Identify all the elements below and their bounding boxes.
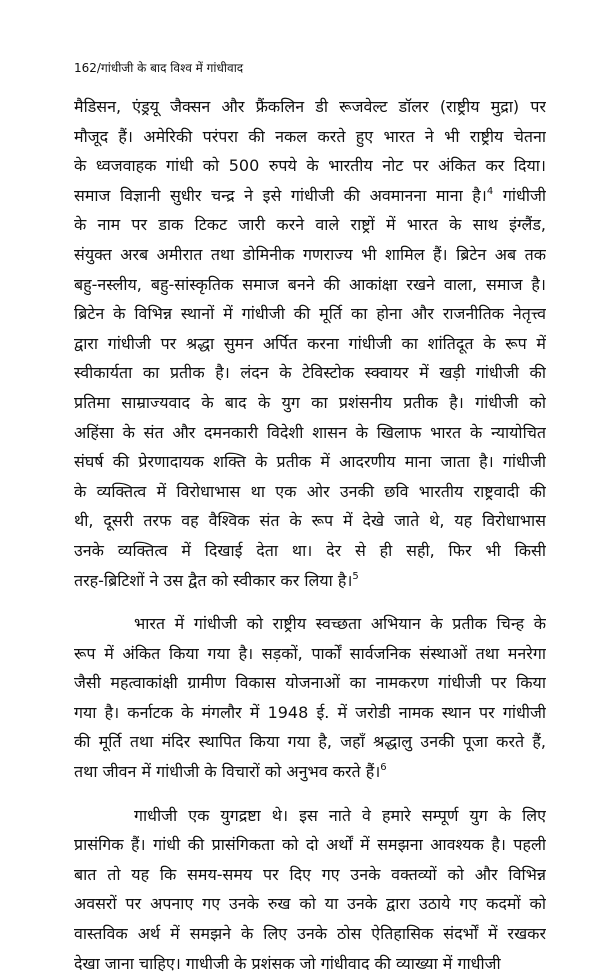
text-line: अहिंसा के संत और दमनकारी विदेशी शासन के खिलाफ भारत के न्यायोचित bbox=[74, 422, 546, 442]
text-line: जैसी महत्वाकांक्षी ग्रामीण विकास योजनाओं का नामकरण गांधीजी पर किया bbox=[74, 673, 546, 693]
text-line: गया है। कर्नाटक के मंगलौर में 1948 ई. में जरोडी नामक स्थान पर गांधीजी bbox=[74, 702, 546, 722]
text-line: संयुक्त अरब अमीरात तथा डोमिनीक गणराज्य भी शामिल हैं। ब्रिटेन अब तक bbox=[74, 244, 546, 264]
text-line: के ध्वजवाहक गांधी को 500 रुपये के भारतीय नोट पर अंकित कर दिया। bbox=[74, 156, 546, 176]
paragraph-gap bbox=[74, 787, 546, 801]
text-line: की मूर्ति तथा मंदिर स्थापित किया गया है, जहाँ श्रद्धालु उनकी पूजा करते हैं, bbox=[74, 732, 546, 752]
text-line: मैडिसन, एंड्रयू जैक्सन और फ्रैंकलिन डी रूजवेल्ट डॉलर (राष्ट्रीय मुद्रा) पर bbox=[74, 97, 546, 116]
text-line: गाधीजी एक युगद्रष्टा थे। इस नाते वे हमारे सम्पूर्ण युग के लिए bbox=[134, 805, 546, 825]
footnote-ref: 6 bbox=[380, 762, 387, 774]
line-text-tail: गांधीजी bbox=[493, 185, 546, 205]
page-number: 162 bbox=[74, 61, 97, 75]
text-line: अवसरों पर अपनाए गए उनके रुख को या उनके द्वारा उठाये गए कदमों को bbox=[74, 894, 546, 914]
text-line: रूप में अंकित किया गया है। सड़कों, पार्कों सार्वजनिक संस्थाओं तथा मनरेगा bbox=[74, 643, 546, 663]
footnote-ref: 5 bbox=[352, 570, 359, 582]
text-line: वास्तविक अर्थ में समझने के लिए उनके ठोस ऐतिहासिक संदर्भों में रखकर bbox=[74, 924, 546, 944]
line-text: तथा जीवन में गांधीजी के विचारों को अनुभव करते हैं। bbox=[74, 762, 381, 782]
text-line: संघर्ष की प्रेरणादायक शक्ति के प्रतीक में आदरणीय माना जाता है। गांधीजी bbox=[74, 452, 546, 472]
paragraph-3 bbox=[74, 801, 546, 978]
text-line: प्रासंगिक हैं। गांधी की प्रासंगिकता को दो अर्थों में समझना आवश्यक है। पहली bbox=[74, 835, 546, 855]
paragraph-gap bbox=[74, 595, 546, 609]
footnote-ref: 4 bbox=[486, 185, 494, 197]
running-title: गांधीजी के बाद विश्व में गांधीवाद bbox=[100, 61, 244, 75]
text-line: थी, दूसरी तरफ वह वैश्विक संत के रूप में देखे जाते थे, यह विरोधाभास bbox=[74, 511, 546, 531]
text-line: के नाम पर डाक टिकट जारी करने वाले राष्ट्रों में भारत के साथ इंग्लैंड, bbox=[74, 215, 546, 235]
text-line: मौजूद हैं। अमेरिकी परंपरा की नकल करते हुए भारत ने भी राष्ट्रीय चेतना bbox=[74, 126, 546, 146]
running-header: 162/गांधीजी के बाद विश्व में गांधीवाद bbox=[74, 61, 244, 75]
text-line: देखा जाना चाहिए। गाधीजी के प्रशंसक जो गांधीवाद की व्याख्या में गाधीजी bbox=[74, 953, 501, 973]
text-line: द्वारा गांधीजी पर श्रद्धा सुमन अर्पित करना गांधीजी का शांतिदूत के रूप में bbox=[74, 333, 546, 353]
text-line bbox=[74, 757, 546, 787]
text-line: ब्रिटेन के विभिन्न स्थानों में गांधीजी की मूर्ति का होना और राजनीतिक नेतृत्त्व bbox=[74, 304, 546, 324]
paragraph-2 bbox=[74, 609, 546, 787]
text-line: के व्यक्तित्व में विरोधाभास था एक ओर उनकी छवि भारतीय राष्ट्रवादी की bbox=[74, 481, 546, 501]
text-line: बात तो यह कि समय-समय पर दिए गए उनके वक्तव्यों को और विभिन्न bbox=[74, 864, 546, 884]
text-line: बहु-नस्लीय, बहु-सांस्कृतिक समाज बनने की आकांक्षा रखने वाला, समाज है। bbox=[74, 274, 546, 294]
text-line: स्वीकार्यता का प्रतीक है। लंदन के टेविस्टोक स्क्वायर में खड़ी गांधीजी की bbox=[74, 363, 546, 383]
line-text: समाज विज्ञानी सुधीर चन्द्र ने इसे गांधीजी की अवमानना माना है। bbox=[74, 185, 487, 205]
text-line: प्रतिमा साम्राज्यवाद के बाद के युग का प्रशंसनीय प्रतीक है। गांधीजी को bbox=[74, 392, 546, 412]
text-line: भारत में गांधीजी को राष्ट्रीय स्वच्छता अभियान के प्रतीक चिन्ह के bbox=[134, 614, 546, 634]
paragraph-1 bbox=[74, 92, 546, 595]
text-line: उनके व्यक्तित्व में दिखाई देता था। देर से ही सही, फिर भी किसी bbox=[74, 540, 546, 560]
text-line bbox=[74, 181, 546, 211]
body-text bbox=[74, 92, 546, 978]
text-line bbox=[74, 566, 546, 596]
line-text: तरह-ब्रिटिशों ने उस द्वैत को स्वीकार कर लिया है। bbox=[74, 570, 353, 590]
